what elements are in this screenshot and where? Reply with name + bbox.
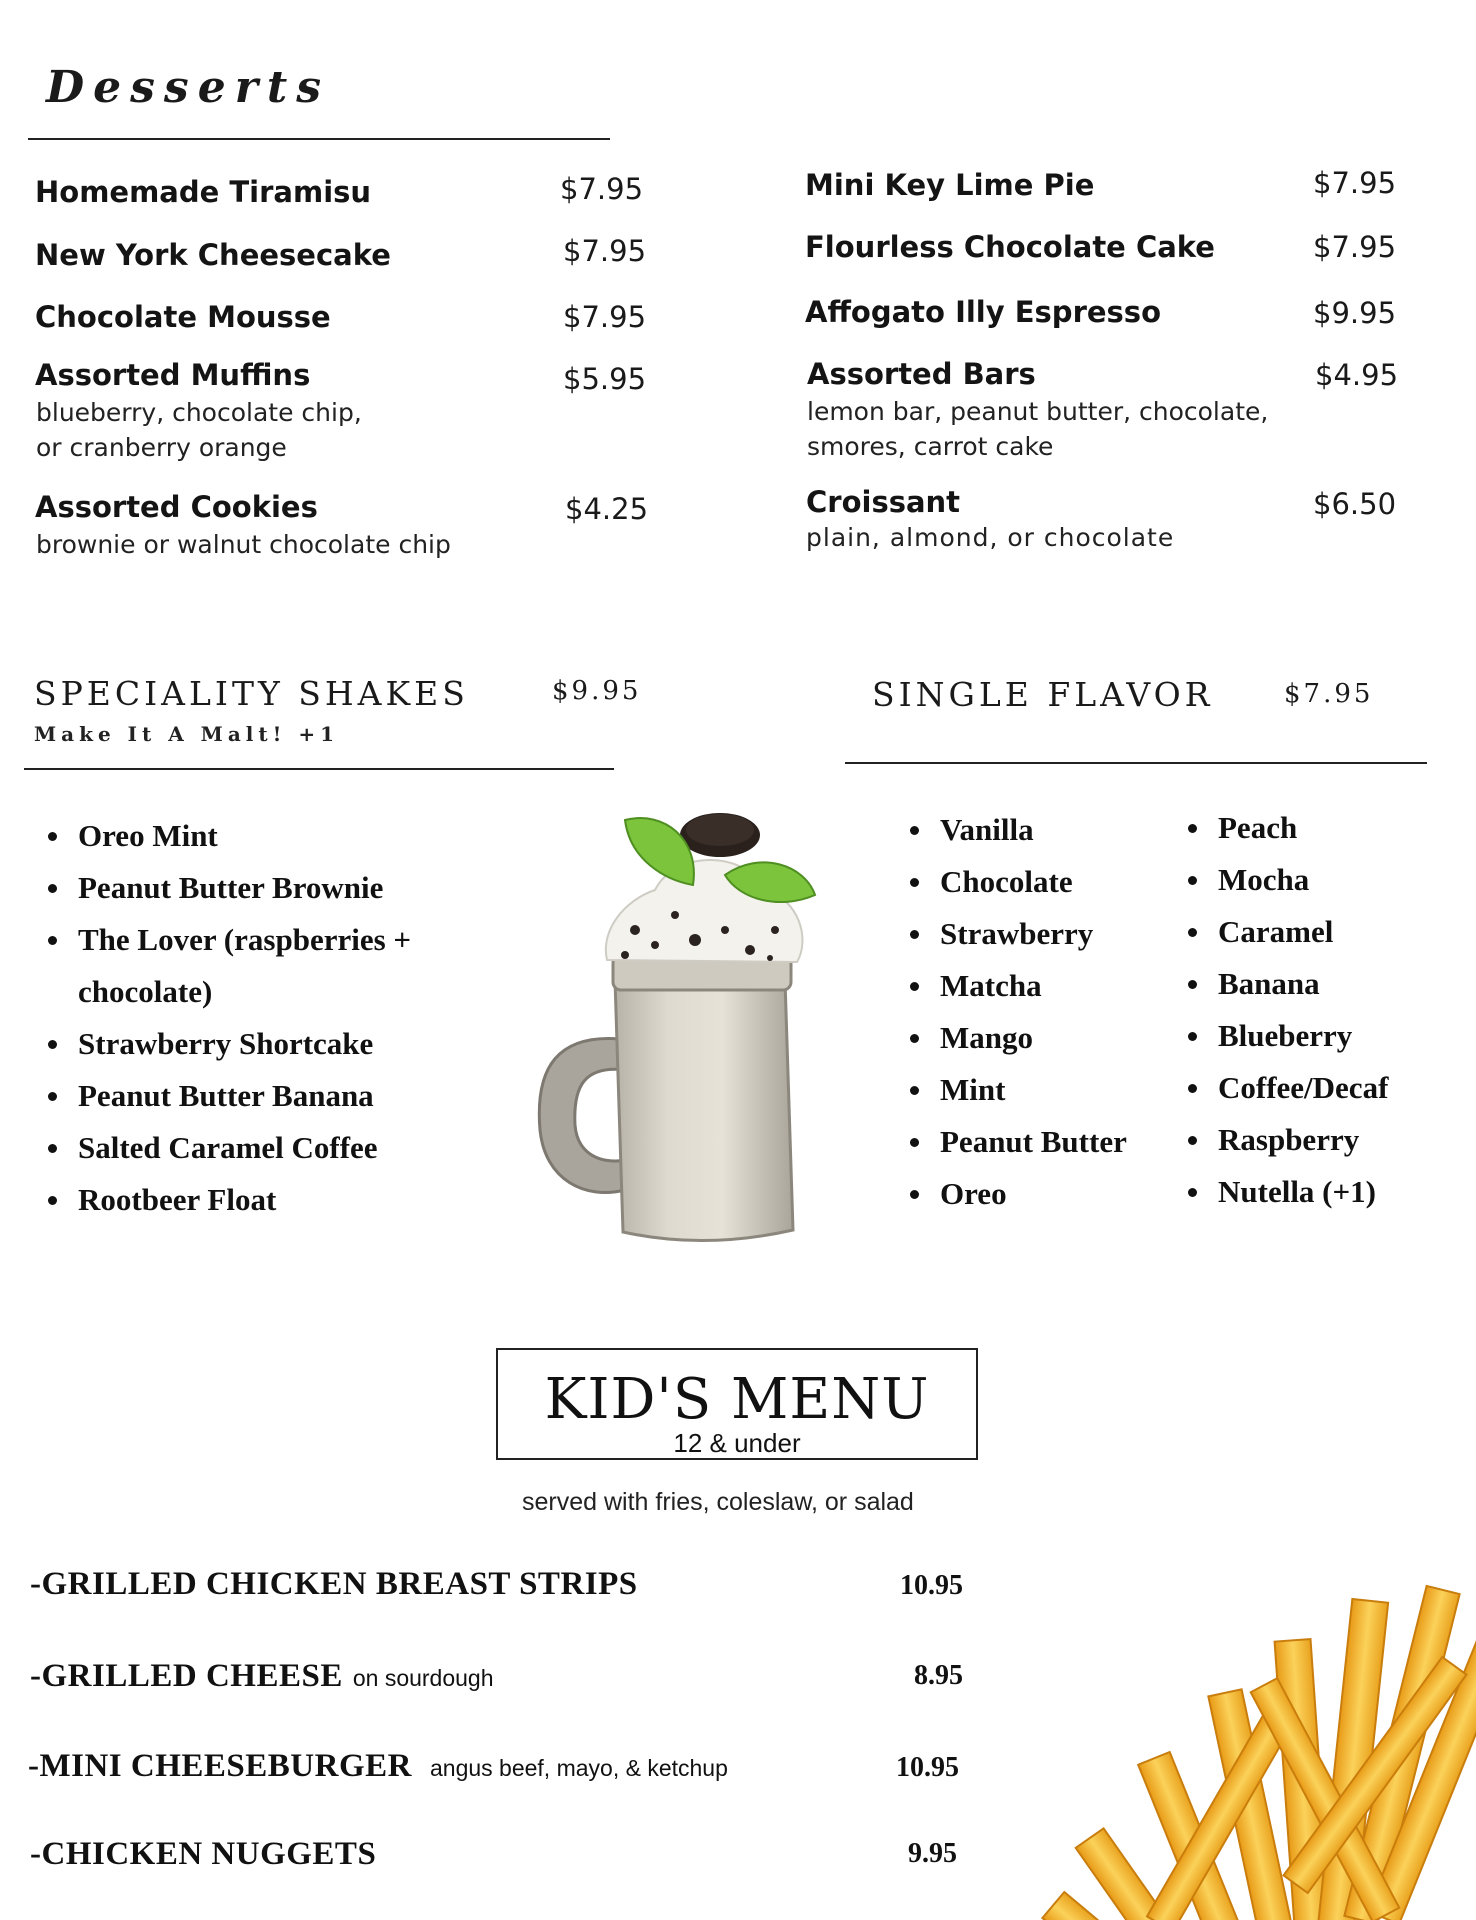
dessert-name: Assorted Cookies <box>35 490 318 524</box>
kids-item-name: -CHICKEN NUGGETS <box>30 1836 377 1872</box>
dessert-description: brownie or walnut chocolate chip <box>36 530 451 559</box>
malt-note: Make It A Malt! +1 <box>34 722 340 746</box>
dessert-name: New York Cheesecake <box>35 238 391 272</box>
shakes-price: $9.95 <box>552 676 642 706</box>
kids-item-price: 10.95 <box>896 1752 959 1783</box>
list-item: Chocolate <box>904 856 1127 908</box>
kids-item-note: on sourdough <box>352 1665 494 1691</box>
kids-item-price: 8.95 <box>914 1660 963 1691</box>
desserts-divider <box>28 138 610 140</box>
list-item: Peanut Butter <box>904 1116 1127 1168</box>
kids-item <box>28 1748 728 1785</box>
list-item: Peanut Butter Banana <box>42 1070 411 1122</box>
list-item: Mango <box>904 1012 1127 1064</box>
kids-item-name: -MINI CHEESEBURGER <box>28 1748 412 1784</box>
shakes-divider <box>24 768 614 770</box>
dessert-price: $4.25 <box>565 492 649 526</box>
kids-item-name: -GRILLED CHEESE <box>30 1658 343 1694</box>
dessert-description: plain, almond, or chocolate <box>806 523 1175 552</box>
dessert-price: $7.95 <box>560 172 644 206</box>
dessert-name: Assorted Muffins <box>35 358 311 392</box>
fries-photo <box>1030 1580 1476 1920</box>
single-flavor-price: $7.95 <box>1284 679 1374 709</box>
dessert-name: Assorted Bars <box>807 357 1036 391</box>
dessert-description: smores, carrot cake <box>807 432 1054 461</box>
dessert-description: or cranberry orange <box>36 433 287 462</box>
kids-item <box>30 1566 638 1603</box>
kids-item-note: angus beef, mayo, & ketchup <box>429 1755 728 1781</box>
dessert-price: $7.95 <box>1313 166 1397 200</box>
dessert-description: blueberry, chocolate chip, <box>36 398 362 427</box>
list-item: Peanut Butter Brownie <box>42 862 411 914</box>
list-item: Oreo <box>904 1168 1127 1220</box>
list-item: Rootbeer Float <box>42 1174 411 1226</box>
desserts-title: Desserts <box>46 62 330 113</box>
dessert-price: $7.95 <box>563 234 647 268</box>
list-item: Strawberry <box>904 908 1127 960</box>
dessert-price: $7.95 <box>1313 230 1397 264</box>
list-item: Caramel <box>1182 906 1388 958</box>
list-item: Strawberry Shortcake <box>42 1018 411 1070</box>
list-item: Oreo Mint <box>42 810 411 862</box>
list-item: Peach <box>1182 802 1388 854</box>
dessert-price: $5.95 <box>563 362 647 396</box>
shakes-list <box>42 810 411 1226</box>
single-flavor-divider <box>845 762 1427 764</box>
dessert-price: $7.95 <box>563 300 647 334</box>
dessert-price: $4.95 <box>1315 358 1399 392</box>
list-item: The Lover (raspberries + <box>42 914 411 966</box>
kids-item <box>30 1836 376 1873</box>
kids-menu-sides-note: served with fries, coleslaw, or salad <box>522 1488 914 1516</box>
kids-item-price: 9.95 <box>908 1838 957 1869</box>
dessert-name: Croissant <box>806 485 961 519</box>
list-item: Banana <box>1182 958 1388 1010</box>
kids-item-name: -GRILLED CHICKEN BREAST STRIPS <box>30 1566 638 1602</box>
list-item: Salted Caramel Coffee <box>42 1122 411 1174</box>
list-item: Blueberry <box>1182 1010 1388 1062</box>
kids-item <box>30 1658 494 1695</box>
shakes-heading: SPECIALITY SHAKES <box>34 674 469 713</box>
single-flavor-list-2 <box>1182 802 1388 1218</box>
list-item: Coffee/Decaf <box>1182 1062 1388 1114</box>
list-item: Nutella (+1) <box>1182 1166 1388 1218</box>
dessert-name: Homemade Tiramisu <box>35 175 372 209</box>
single-flavor-list-1 <box>904 804 1127 1220</box>
dessert-price: $6.50 <box>1313 487 1397 521</box>
list-item: Matcha <box>904 960 1127 1012</box>
list-item: Mocha <box>1182 854 1388 906</box>
kids-menu-title-box <box>496 1348 978 1460</box>
dessert-name: Mini Key Lime Pie <box>805 168 1095 202</box>
milkshake-photo <box>515 780 835 1260</box>
kids-menu-age: 12 & under <box>673 1428 801 1458</box>
list-item: Mint <box>904 1064 1127 1116</box>
list-item: Vanilla <box>904 804 1127 856</box>
dessert-name: Chocolate Mousse <box>35 300 331 334</box>
list-item-continued: chocolate) <box>78 974 213 1009</box>
kids-item-price: 10.95 <box>900 1570 963 1601</box>
dessert-name: Flourless Chocolate Cake <box>805 230 1215 264</box>
dessert-name: Affogato Illy Espresso <box>805 295 1161 329</box>
list-item: Raspberry <box>1182 1114 1388 1166</box>
dessert-description: lemon bar, peanut butter, chocolate, <box>807 397 1269 426</box>
single-flavor-heading: SINGLE FLAVOR <box>872 675 1214 714</box>
dessert-price: $9.95 <box>1313 296 1397 330</box>
kids-menu-title: KID'S MENU <box>544 1367 930 1432</box>
